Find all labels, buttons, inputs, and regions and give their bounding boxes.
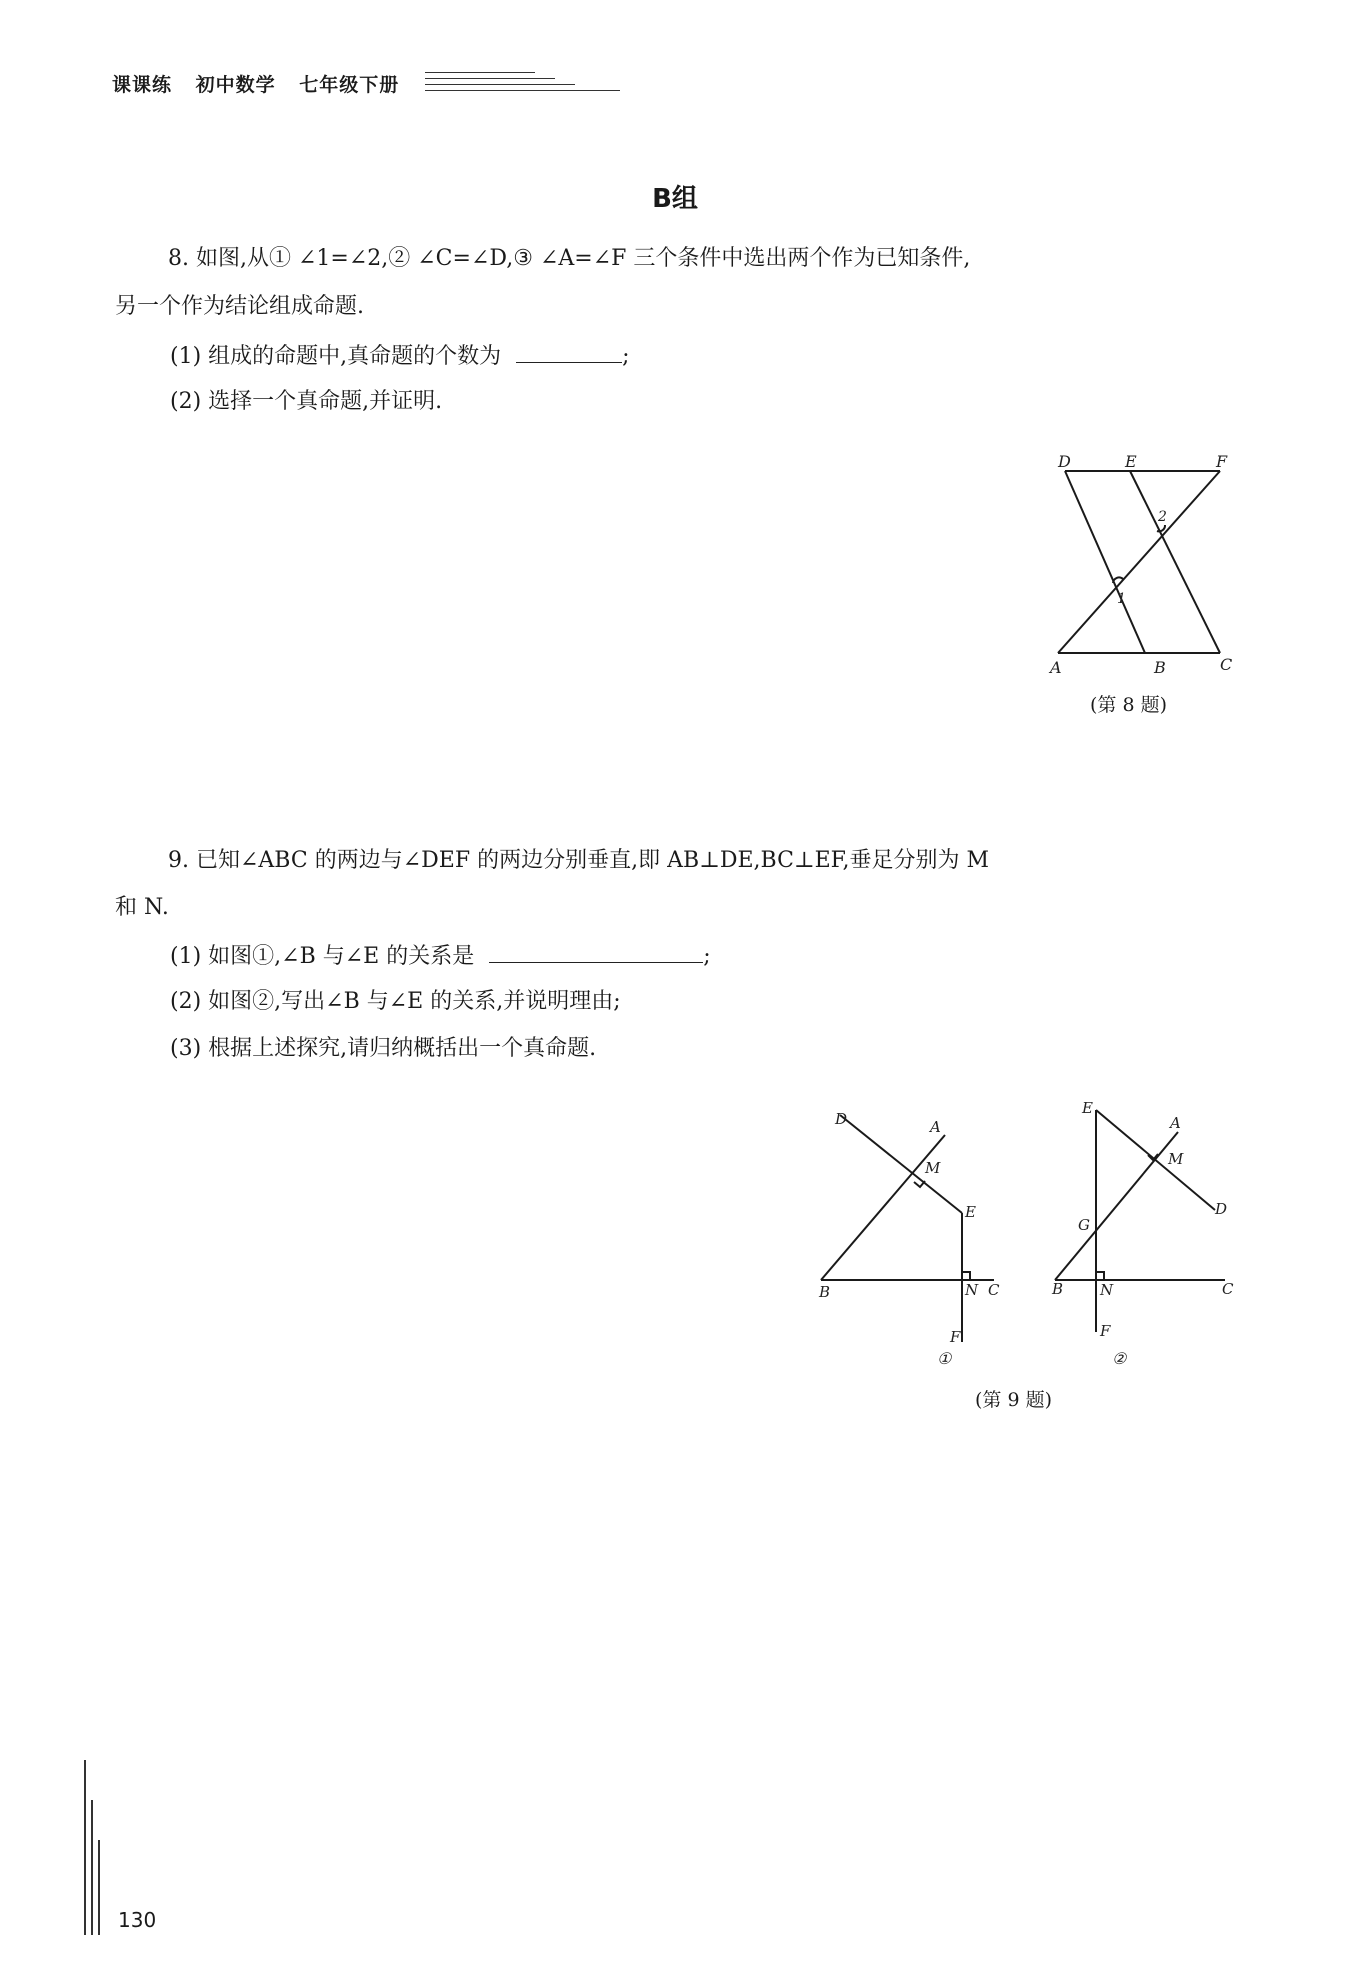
label-M: M [1168,1150,1184,1168]
label-C: C [988,1281,1000,1299]
question-text: (1) 如图①,∠B 与∠E 的关系是 [170,944,475,969]
label-D: D [835,1110,848,1128]
label-E: E [965,1203,976,1221]
label-D: D [1058,452,1071,471]
header-decorative-rules [425,70,625,92]
label-M: M [925,1159,941,1177]
book-title: 课课练 [112,74,173,96]
label-F: F [1216,452,1228,471]
label-E: E [1082,1100,1093,1117]
answer-blank[interactable] [516,340,622,363]
figure-8 [1040,445,1250,685]
label-B: B [1052,1280,1064,1298]
problem-8-statement-cont: 另一个作为结论组成命题. [115,294,364,319]
figure-tag-2: ② [1112,1349,1127,1365]
label-C: C [1220,655,1233,674]
label-N: N [965,1281,979,1299]
subject-label: 初中数学 [195,74,276,96]
problem-9-statement-cont: 和 N. [115,895,169,920]
question-end: ; [622,344,630,369]
figure-tag-1: ① [937,1349,952,1365]
problem-9-question-1 [170,940,711,972]
label-A: A [1170,1114,1181,1132]
running-header [112,70,415,97]
label-F: F [1100,1322,1111,1340]
angle-2-label: 2 [1158,509,1167,525]
page-number: 130 [118,1908,157,1932]
label-E: E [1125,452,1137,471]
problem-9-question-3: (3) 根据上述探究,请归纳概括出一个真命题. [170,1036,597,1061]
answer-blank[interactable] [489,940,703,963]
label-F: F [950,1328,961,1346]
figure-9-1 [805,1100,1025,1365]
problem-9-question-2: (2) 如图②,写出∠B 与∠E 的关系,并说明理由; [170,989,621,1014]
label-B: B [1154,658,1166,677]
label-D: D [1215,1200,1228,1218]
label-B: B [819,1283,831,1301]
problem-8-question-1 [170,340,630,372]
grade-label: 七年级下册 [299,74,400,96]
question-end: ; [703,944,711,969]
label-N: N [1100,1281,1114,1299]
figure-9-caption: (第 9 题) [975,1389,1052,1411]
label-A: A [1050,658,1062,677]
section-title: B组 [652,184,698,214]
problem-8-statement: 8. 如图,从① ∠1=∠2,② ∠C=∠D,③ ∠A=∠F 三个条件中选出两个作为已知条件, [168,246,971,271]
question-text: (1) 组成的命题中,真命题的个数为 [170,344,502,369]
label-G: G [1078,1216,1090,1234]
label-C: C [1222,1280,1234,1298]
figure-9-2 [1040,1100,1250,1365]
label-A: A [930,1118,941,1136]
figure-8-caption: (第 8 题) [1090,694,1167,716]
problem-9-statement: 9. 已知∠ABC 的两边与∠DEF 的两边分别垂直,即 AB⊥DE,BC⊥EF,垂足分别为 M [168,848,990,873]
problem-8-question-2: (2) 选择一个真命题,并证明. [170,389,443,414]
angle-1-label: 1 [1117,591,1126,607]
